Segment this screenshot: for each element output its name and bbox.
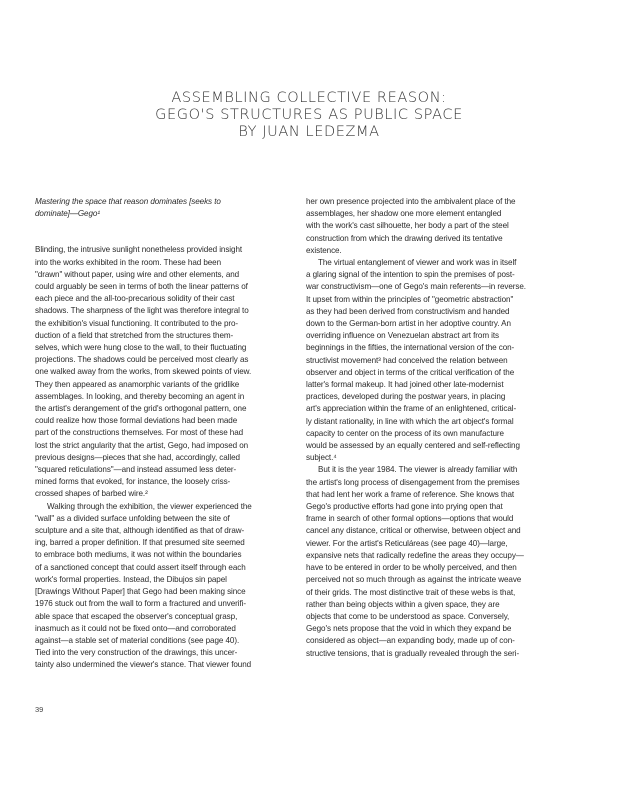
article-title [0, 90, 618, 141]
body-line: construction from which the drawing derived its tentative [306, 233, 503, 243]
body-line: practices, developed during the postwar years, in placing [306, 392, 506, 402]
body-line: [Drawings Without Paper] that Gego had been making since [35, 587, 246, 597]
body-line: a glaring signal of the intention to spin the premises of post- [306, 270, 515, 280]
left-column [35, 196, 297, 672]
body-line: would be assessed by an equally centered and self-reflecting [306, 441, 520, 451]
body-line: could arguably be seen in terms of both the linear patterns of [35, 282, 248, 292]
body-line: could realize how those formal deviations had been made [35, 416, 238, 426]
body-line: the artist's derangement of the grid's orthogonal pattern, one [35, 404, 247, 414]
body-line: war constructivism—one of Gego's main referents—in reverse. [306, 282, 526, 292]
body-line: overriding influence on Venezuelan abstract art from its [306, 331, 500, 341]
body-line: mined forms that evoked, for instance, the loosely criss- [35, 477, 231, 487]
body-line: structivist movement³ had conceived the relation between [306, 355, 508, 365]
body-line: into the works exhibited in the room. These had been [35, 257, 222, 267]
body-line: considered as object—an expanding body, made up of con- [306, 636, 515, 646]
body-line: The virtual entanglement of viewer and work was in itself [318, 258, 517, 268]
body-line: as they had been derived from constructivism and handed [306, 306, 510, 316]
body-line: capacity to center on the process of its own manufacture [306, 428, 504, 438]
body-line: the exhibition's visual functioning. It contributed to the pro- [35, 318, 239, 328]
body-line: selves, which were hung close to the wall, to their fluctuating [35, 343, 247, 353]
body-line: perceived not so much through as against the intricate weave [306, 575, 522, 585]
body-line: beginnings in the fifties, the international version of the con- [306, 343, 515, 353]
body-line: duction of a field that stretched from the structures them- [35, 330, 234, 340]
body-line: crossed shapes of barbed wire.² [35, 489, 148, 499]
body-line: previous designs—pieces that she had, accordingly, called [35, 452, 240, 462]
body-line: "drawn" without paper, using wire and other elements, and [35, 269, 240, 279]
body-line: "wall" as a divided surface unfolding between the site of [35, 513, 230, 523]
body-line: But it is the year 1984. The viewer is already familiar with [318, 465, 518, 475]
body-line: Blinding, the intrusive sunlight nonetheless provided insight [35, 245, 243, 255]
body-line: rather than being objects within a given space, they are [306, 599, 500, 609]
body-line: Gego's nets propose that the void in which they expand be [306, 624, 512, 634]
body-line: structive tensions, that is gradually revealed through the seri- [306, 648, 520, 658]
body-line: art's appreciation within the frame of an enlightened, critical- [306, 404, 517, 414]
body-line: lost the strict angularity that the artist, Gego, had imposed on [35, 440, 249, 450]
body-line: ly distant rationality, in line with which the art object's formal [306, 416, 514, 426]
body-line: Walking through the exhibition, the viewer experienced the [47, 501, 252, 511]
title-line-2: GEGO'S STRUCTURES AS PUBLIC SPACE [155, 107, 463, 123]
body-line: with the work's cast silhouette, her body a part of the steel [306, 221, 509, 231]
body-line: observer and object in terms of the critical verification of the [306, 367, 515, 377]
body-line: Gego's productive efforts had gone into prying open that [306, 502, 503, 512]
body-line: tainty also undermined the viewer's stance. That viewer found [35, 660, 252, 670]
body-line: expansive nets that radically redefine the areas they occupy— [306, 550, 524, 560]
body-line: assemblages. In looking, and thereby becoming an agent in [35, 391, 245, 401]
body-line: one walked away from the works, from skewed points of view. [35, 367, 252, 377]
body-line: inasmuch as it could not be fixed onto—and corroborated [35, 623, 236, 633]
body-line: shadows. The sharpness of the light was therefore integral to [35, 306, 249, 316]
body-line: of their grids. The most distinctive trait of these webs is that, [306, 587, 516, 597]
body-line: objects that come to be understood as space. Conversely, [306, 611, 510, 621]
body-line: her own presence projected into the ambivalent place of the [306, 197, 516, 206]
body-line: They then appeared as anamorphic variants of the gridlike [35, 379, 240, 389]
body-line: sculpture and a site that, although identified as that of draw- [35, 526, 245, 536]
body-line: to embrace both mediums, it was not within the boundaries [35, 550, 242, 560]
body-line: of a sanctioned concept that could assert itself through each [35, 562, 246, 572]
body-line: against—a stable set of material conditions (see page 40). [35, 635, 240, 645]
body-line: 1976 stuck out from the wall to form a fractured and unverifi- [35, 599, 246, 609]
body-line: ing, barred a proper definition. If that presumed site seemed [35, 538, 245, 548]
body-line: cancel any distance, critical or otherwise, between object and [306, 526, 521, 536]
body-line: viewer. For the artist's Reticuláreas (see page 40)—large, [306, 538, 508, 548]
body-line: have to be entered in order to be wholly perceived, and then [306, 563, 517, 573]
body-line: work's formal properties. Instead, the Dibujos sin papel [35, 574, 227, 584]
title-line-1: ASSEMBLING COLLECTIVE REASON: [171, 90, 447, 106]
body-line: able space that escaped the observer's conceptual grasp, [35, 611, 238, 621]
right-column [306, 196, 567, 660]
body-line: each piece and the all-too-precarious solidity of their cast [35, 294, 235, 304]
body-line: "squared reticulations"—and instead assumed less deter- [35, 465, 237, 475]
body-line: frame in search of other formal options—options that would [306, 514, 514, 524]
epigraph-line: Mastering the space that reason dominates [seeks to [35, 197, 221, 206]
body-line: latter's formal makeup. It had joined other late-modernist [306, 380, 504, 390]
body-line: assemblages, her shadow one more element entangled [306, 209, 502, 219]
page-number: 39 [35, 705, 44, 714]
body-line: the artist's long process of disengagement from the premises [306, 477, 520, 487]
body-line: subject.⁴ [306, 453, 337, 463]
body-line: part of the constructions themselves. For most of these had [35, 428, 244, 438]
epigraph-line: dominate]—Gego¹ [35, 209, 100, 219]
body-line: down to the German-born artist in her adoptive country. An [306, 319, 511, 329]
body-line: projections. The shadows could be perceived most clearly as [35, 355, 249, 365]
body-line: that had lent her work a frame of reference. She knows that [306, 489, 515, 499]
body-line: Tied into the very construction of the drawings, this uncer- [35, 648, 238, 658]
body-line: It upset from within the principles of "geometric abstraction" [306, 294, 514, 304]
title-byline: BY JUAN LEDEZMA [238, 124, 380, 140]
body-line: existence. [306, 245, 342, 255]
